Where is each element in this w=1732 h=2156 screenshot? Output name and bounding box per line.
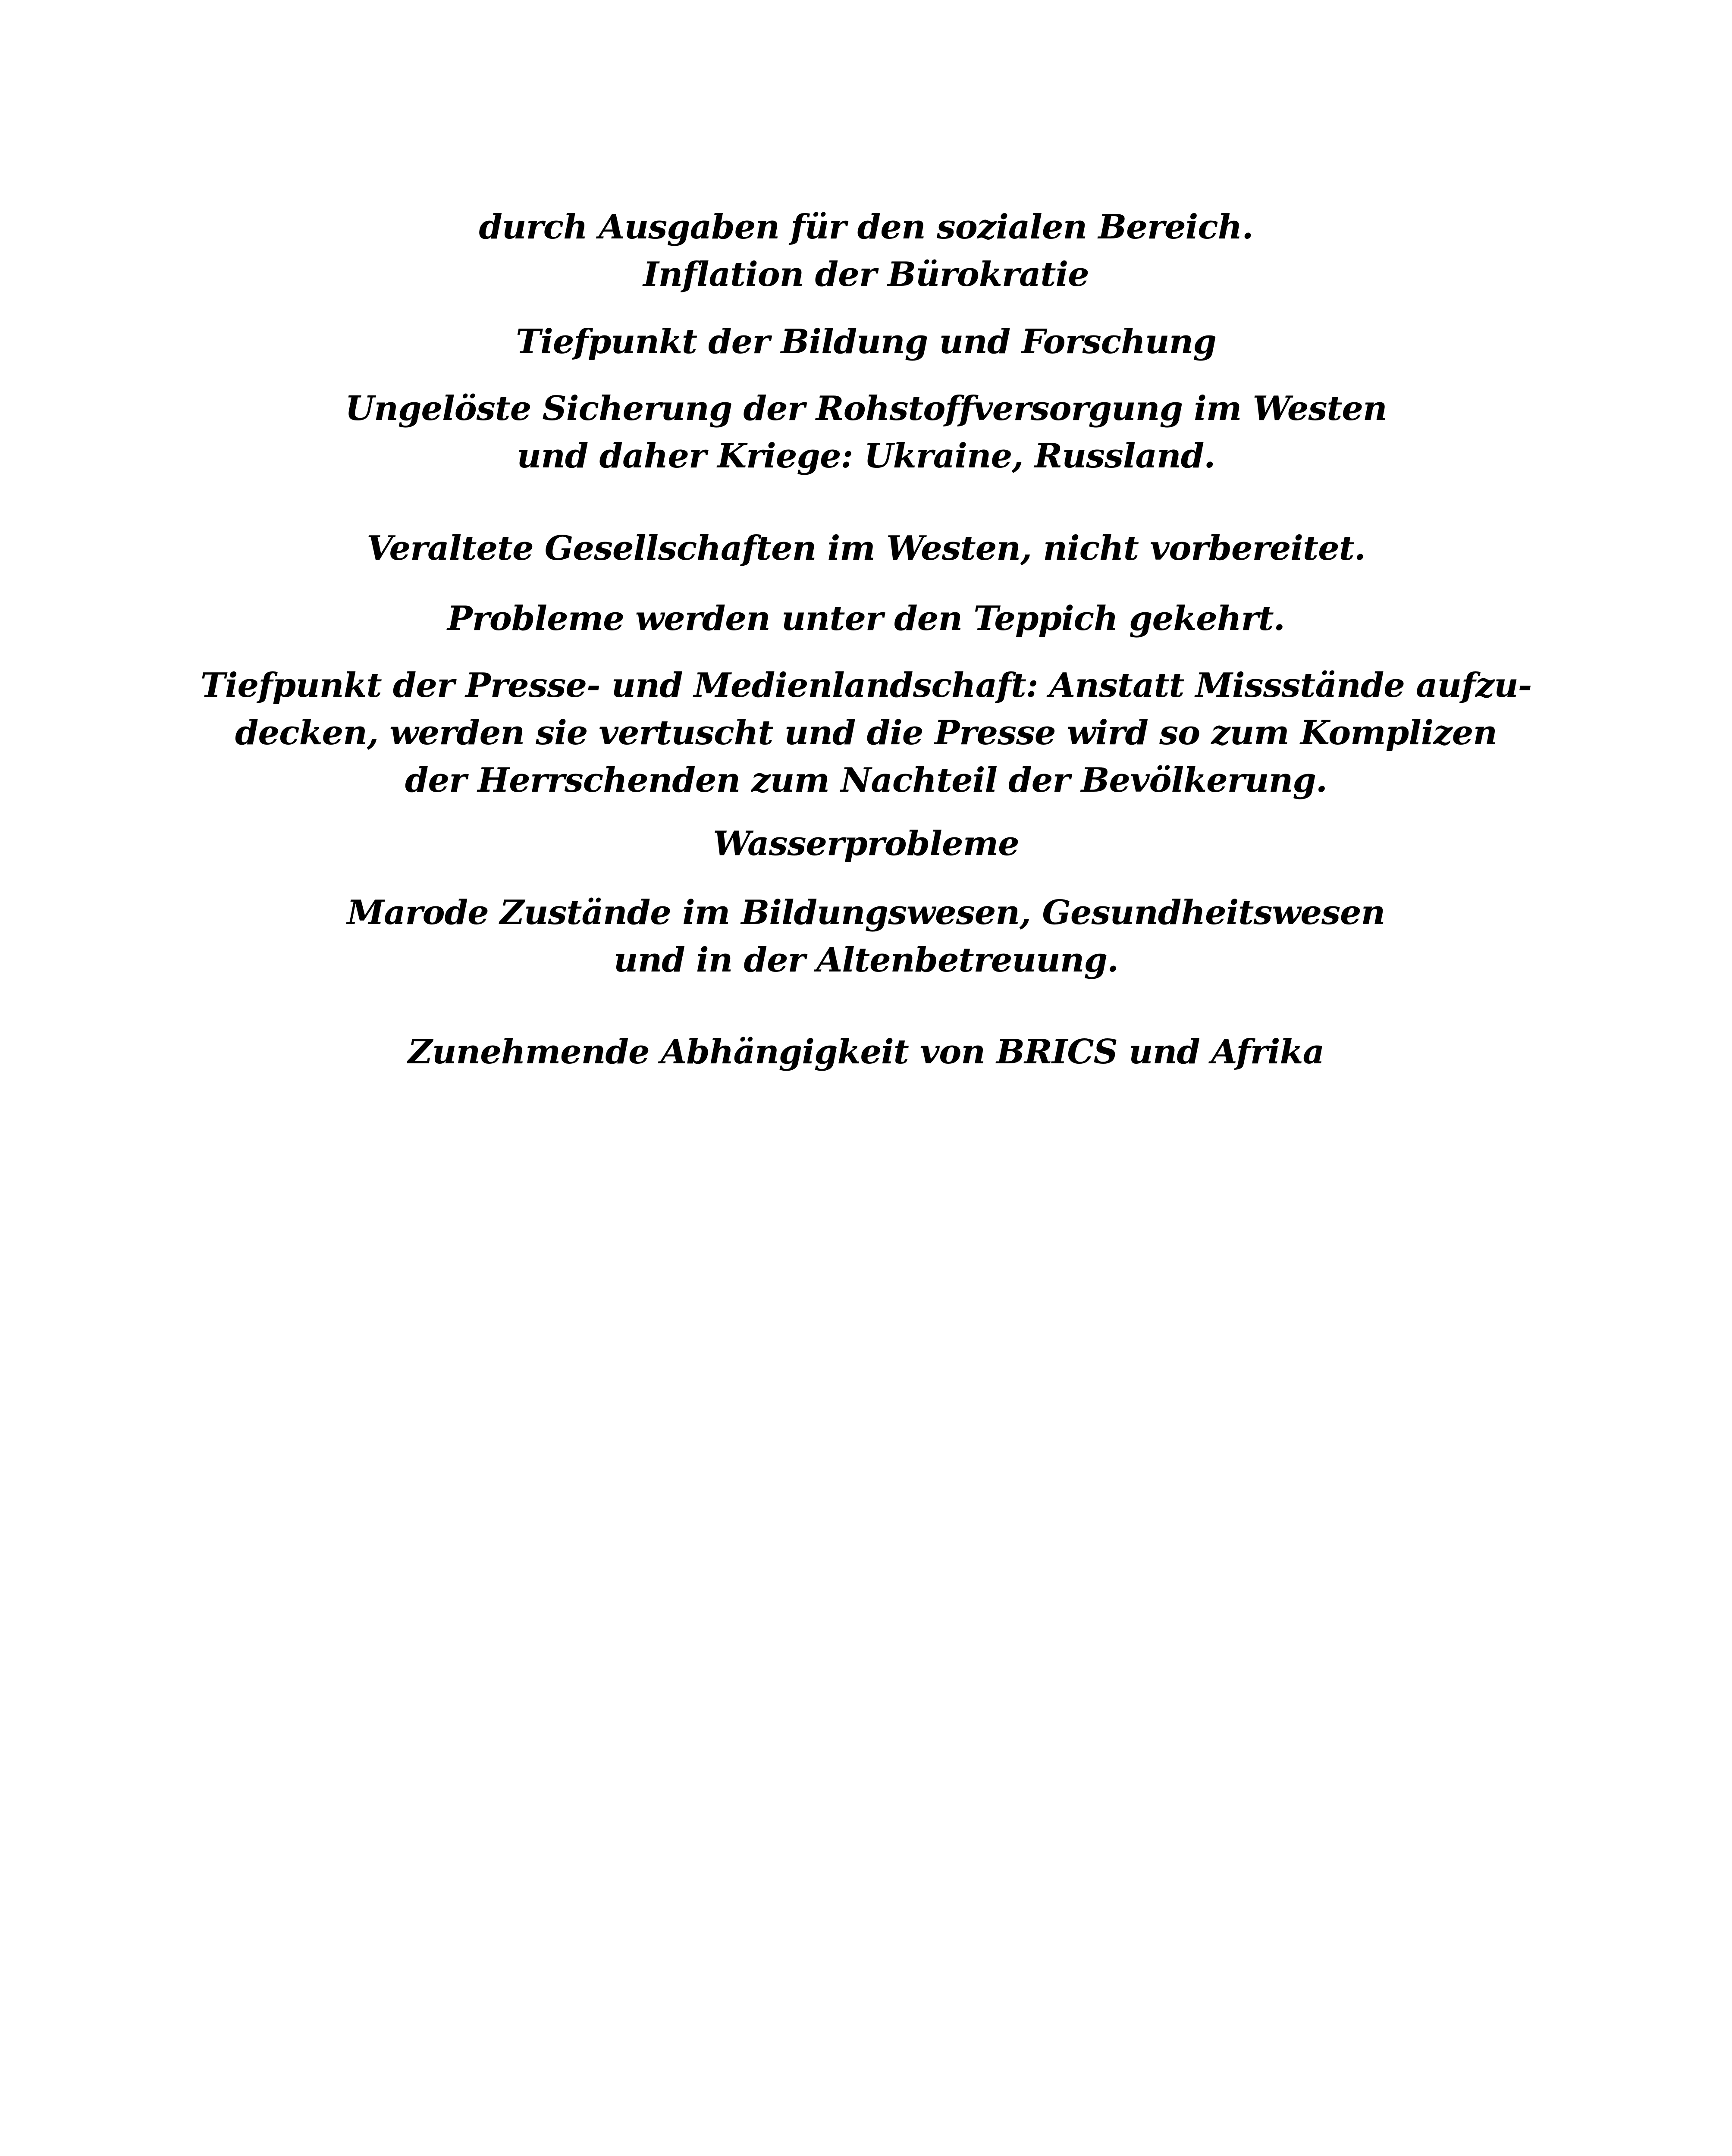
paragraph-water xyxy=(0,820,1732,868)
text-line: Tiefpunkt der Presse- und Medienlandschaft: Anstatt Missstände aufzu- xyxy=(200,666,1532,705)
paragraph-healthcare xyxy=(0,889,1732,984)
text-line: Inflation der Bürokratie xyxy=(643,255,1089,294)
paragraph-brics-africa xyxy=(0,1028,1732,1076)
paragraph-raw-materials xyxy=(0,385,1732,480)
text-line: Veraltete Gesellschaften im Westen, nicht vorbereitet. xyxy=(367,529,1365,568)
text-line: der Herrschenden zum Nachteil der Bevölkerung. xyxy=(405,761,1327,800)
paragraph-education-research xyxy=(0,318,1732,366)
paragraph-social-spending xyxy=(0,204,1732,298)
text-line: Marode Zustände im Bildungswesen, Gesundheitswesen xyxy=(347,893,1385,932)
text-line: Probleme werden unter den Teppich gekehrt. xyxy=(447,599,1285,638)
text-line: Wasserprobleme xyxy=(713,824,1019,863)
paragraph-press-media xyxy=(0,662,1732,804)
paragraph-outdated-societies xyxy=(0,525,1732,572)
text-line: Zunehmende Abhängigkeit von BRICS und Afrika xyxy=(408,1032,1324,1072)
text-line: und in der Altenbetreuung. xyxy=(613,940,1119,980)
text-line: Tiefpunkt der Bildung und Forschung xyxy=(516,322,1216,361)
text-line: decken, werden sie vertuscht und die Presse wird so zum Komplizen xyxy=(235,713,1497,752)
paragraph-problems-swept xyxy=(0,595,1732,642)
text-line: Ungelöste Sicherung der Rohstoffversorgung im Westen xyxy=(345,389,1387,428)
text-line: und daher Kriege: Ukraine, Russland. xyxy=(517,436,1215,476)
text-line: durch Ausgaben für den sozialen Bereich. xyxy=(479,207,1253,247)
